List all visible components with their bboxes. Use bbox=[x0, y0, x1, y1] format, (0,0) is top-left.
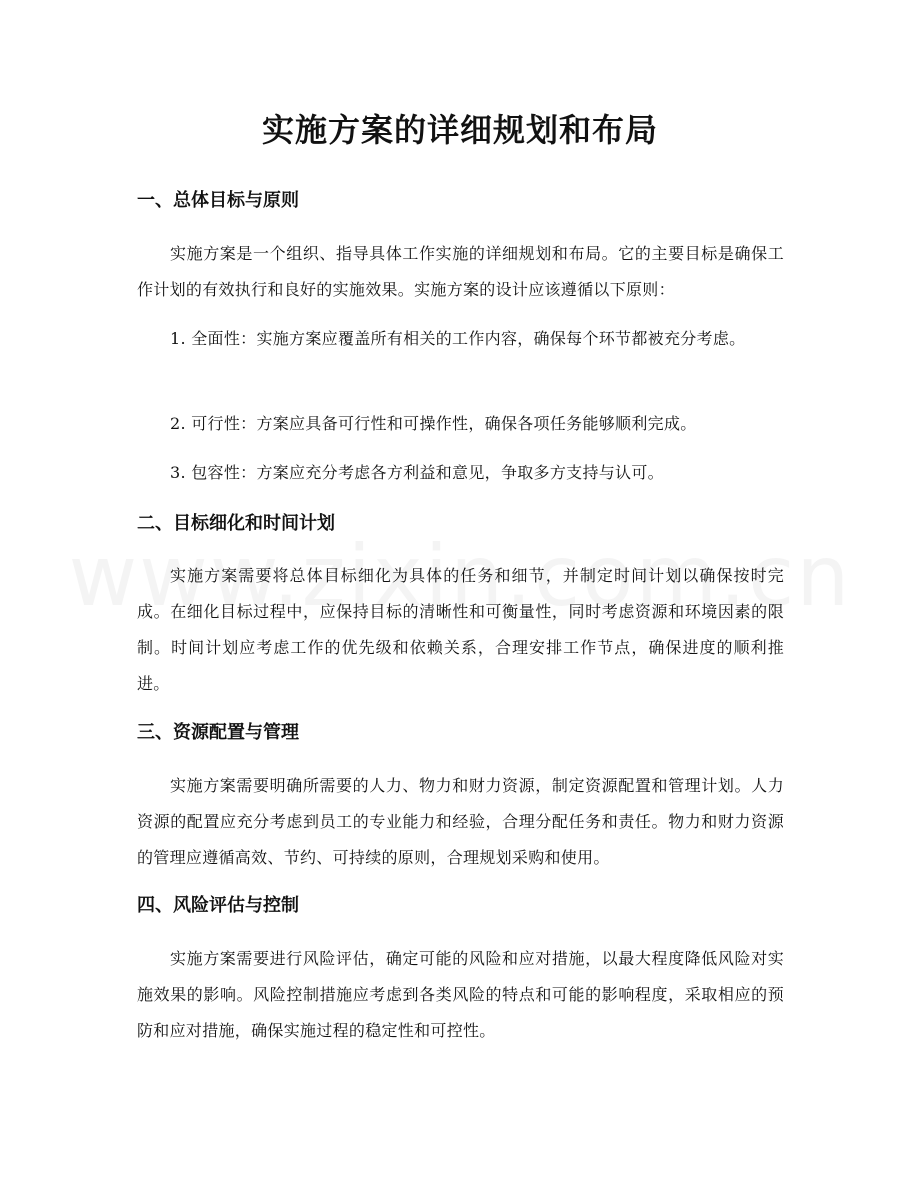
section-heading-1: 一、总体目标与原则 bbox=[137, 190, 299, 211]
section-1-paragraph-1: 实施方案是一个组织、指导具体工作实施的详细规划和布局。它的主要目标是确保工作计划的有效执行和良好的实施效果。实施方案的设计应该遵循以下原则： bbox=[137, 244, 784, 299]
section-2-paragraph-1: 实施方案需要将总体目标细化为具体的任务和细节，并制定时间计划以确保按时完成。在细化目标过程中，应保持目标的清晰性和可衡量性，同时考虑资源和环境因素的限制。时间计划应考虑工作的优先级和依赖关系，合理安排工作节点，确保进度的顺利推进。 bbox=[137, 566, 784, 693]
section-heading-2: 二、目标细化和时间计划 bbox=[137, 513, 335, 534]
page-title: 实施方案的详细规划和布局 bbox=[261, 111, 658, 149]
section-heading-3: 三、资源配置与管理 bbox=[137, 722, 299, 743]
section-1-principle-3: 3. 包容性：方案应充分考虑各方利益和意见，争取多方支持与认可。 bbox=[170, 463, 664, 482]
section-heading-4: 四、风险评估与控制 bbox=[137, 895, 299, 916]
section-3-paragraph-1: 实施方案需要明确所需要的人力、物力和财力资源，制定资源配置和管理计划。人力资源的配置应充分考虑到员工的专业能力和经验，合理分配任务和责任。物力和财力资源的管理应遵循高效、节约、可持续的原则，合理规划采购和使用。 bbox=[137, 776, 784, 867]
section-4-paragraph-1: 实施方案需要进行风险评估，确定可能的风险和应对措施，以最大程度降低风险对实施效果的影响。风险控制措施应考虑到各类风险的特点和可能的影响程度，采取相应的预防和应对措施，确保实施过程的稳定性和可控性。 bbox=[137, 949, 784, 1040]
section-1-principle-2: 2. 可行性：方案应具备可行性和可操作性，确保各项任务能够顺利完成。 bbox=[170, 414, 697, 433]
section-1-principle-1: 1. 全面性：实施方案应覆盖所有相关的工作内容，确保每个环节都被充分考虑。 bbox=[170, 329, 746, 348]
